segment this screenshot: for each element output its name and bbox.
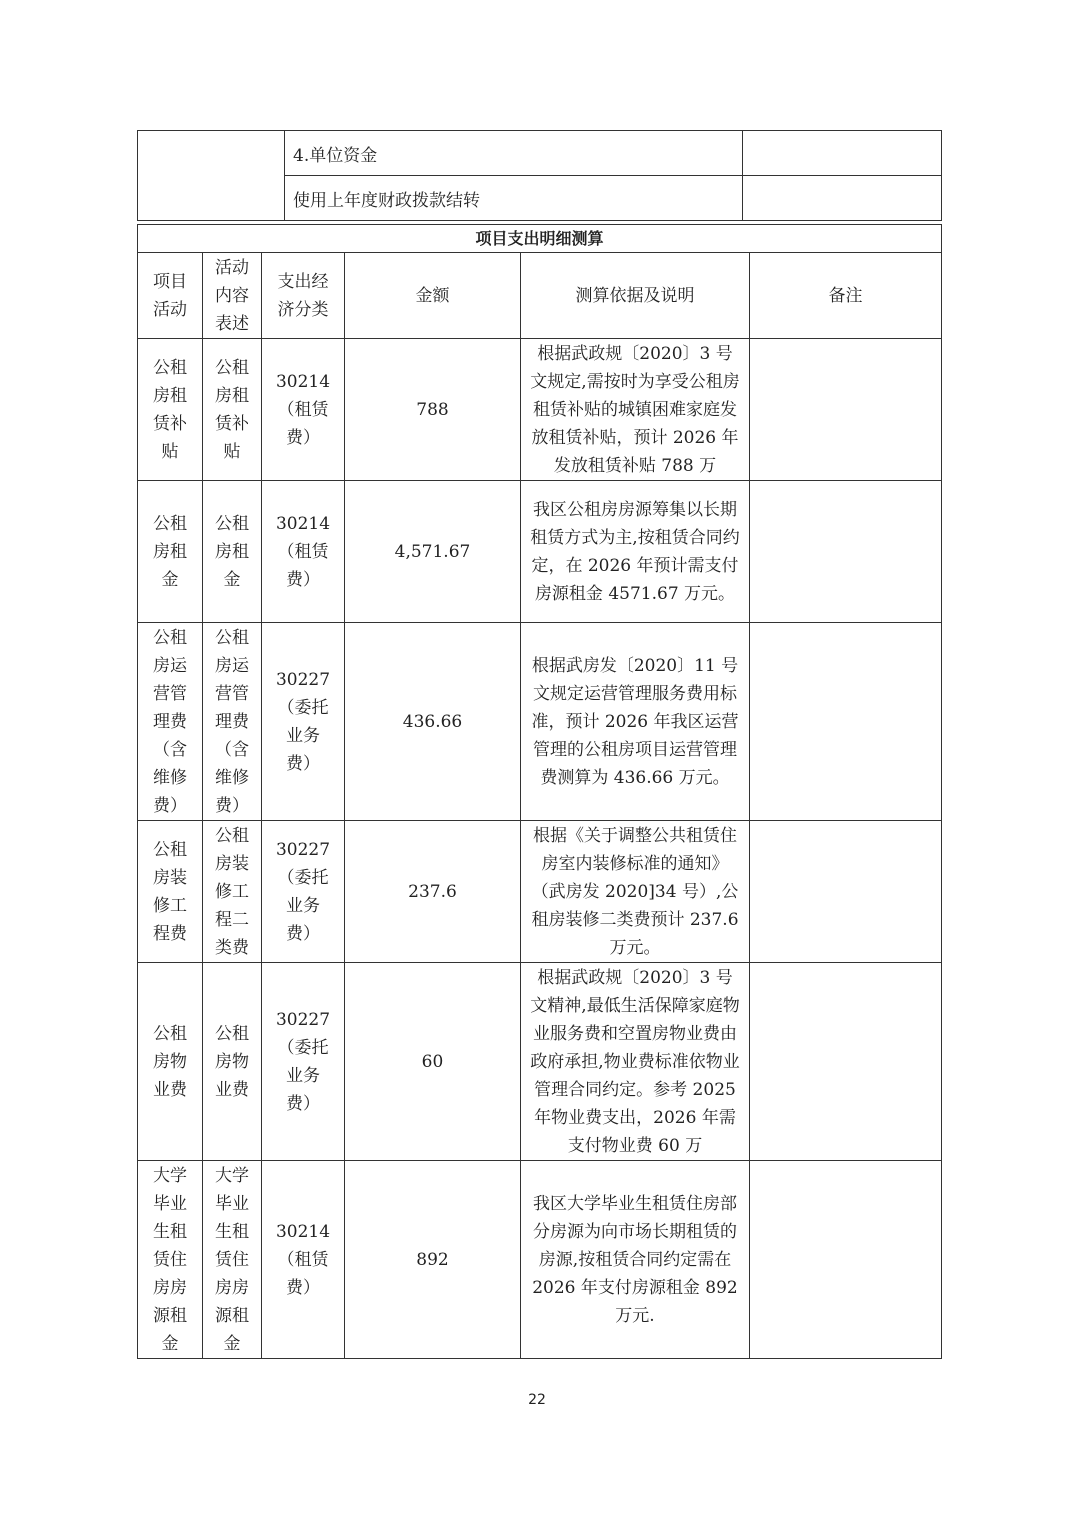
funding-value-cell (743, 131, 942, 176)
header-row (138, 253, 942, 339)
header-note: 备注 (750, 253, 942, 339)
cell-category: 30227（委托业务费） (262, 963, 345, 1161)
funding-item: 4.单位资金 (285, 131, 743, 176)
expense-detail-table (137, 224, 942, 1359)
cell-basis: 根据《关于调整公共租赁住房室内装修标准的通知》（武房发 2020]34 号）,公租房装修二类费预计 237.6 万元。 (521, 821, 750, 963)
cell-amount: 237.6 (345, 821, 521, 963)
cell-content: 公租房租赁补贴 (203, 339, 262, 481)
funding-item: 使用上年度财政拨款结转 (285, 176, 743, 221)
cell-category: 30227（委托业务费） (262, 821, 345, 963)
cell-basis: 我区公租房房源筹集以长期租赁方式为主,按租赁合同约定，在 2026 年预计需支付房源租金 4571.67 万元。 (521, 481, 750, 623)
header-basis: 测算依据及说明 (521, 253, 750, 339)
table-row (138, 623, 942, 821)
funding-blank-cell (138, 131, 285, 221)
cell-activity: 公租房运营管理费（含维修费） (138, 623, 203, 821)
cell-amount: 4,571.67 (345, 481, 521, 623)
cell-amount: 892 (345, 1161, 521, 1359)
cell-basis: 根据武政规〔2020〕3 号文规定,需按时为享受公租房租赁补贴的城镇困难家庭发放租赁补贴，预计 2026 年发放租赁补贴 788 万 (521, 339, 750, 481)
cell-note (750, 339, 942, 481)
cell-activity: 公租房租赁补贴 (138, 339, 203, 481)
funding-source-table (137, 130, 942, 221)
cell-category: 30214（租赁费） (262, 339, 345, 481)
cell-content: 公租房装修工程二类费 (203, 821, 262, 963)
table-row (138, 339, 942, 481)
cell-note (750, 1161, 942, 1359)
cell-basis: 根据武房发〔2020〕11 号文规定运营管理服务费用标准，预计 2026 年我区运营管理的公租房项目运营管理费测算为 436.66 万元。 (521, 623, 750, 821)
cell-note (750, 963, 942, 1161)
cell-activity: 大学毕业生租赁住房房源租金 (138, 1161, 203, 1359)
cell-activity: 公租房物业费 (138, 963, 203, 1161)
cell-note (750, 821, 942, 963)
cell-basis: 我区大学毕业生租赁住房部分房源为向市场长期租赁的房源,按租赁合同约定需在 2026 年支付房源租金 892 万元. (521, 1161, 750, 1359)
cell-content: 大学毕业生租赁住房房源租金 (203, 1161, 262, 1359)
funding-value-cell (743, 176, 942, 221)
header-content: 活动内容表述 (203, 253, 262, 339)
table-row (138, 481, 942, 623)
header-activity: 项目活动 (138, 253, 203, 339)
cell-content: 公租房物业费 (203, 963, 262, 1161)
cell-category: 30214（租赁费） (262, 481, 345, 623)
cell-amount: 60 (345, 963, 521, 1161)
cell-content: 公租房运营管理费（含维修费） (203, 623, 262, 821)
cell-note (750, 481, 942, 623)
cell-content: 公租房租金 (203, 481, 262, 623)
cell-activity: 公租房装修工程费 (138, 821, 203, 963)
cell-amount: 788 (345, 339, 521, 481)
table-row (138, 1161, 942, 1359)
cell-category: 30227（委托业务费） (262, 623, 345, 821)
table-row (138, 821, 942, 963)
page-number: 22 (528, 1392, 546, 1408)
cell-note (750, 623, 942, 821)
cell-activity: 公租房租金 (138, 481, 203, 623)
header-amount: 金额 (345, 253, 521, 339)
section-title: 项目支出明细测算 (138, 225, 942, 253)
header-category: 支出经济分类 (262, 253, 345, 339)
cell-category: 30214（租赁费） (262, 1161, 345, 1359)
cell-amount: 436.66 (345, 623, 521, 821)
cell-basis: 根据武政规〔2020〕3 号文精神,最低生活保障家庭物业服务费和空置房物业费由政府承担,物业费标准依物业管理合同约定。参考 2025 年物业费支出，2026 年需支付物业费 60 万 (521, 963, 750, 1161)
table-row (138, 963, 942, 1161)
